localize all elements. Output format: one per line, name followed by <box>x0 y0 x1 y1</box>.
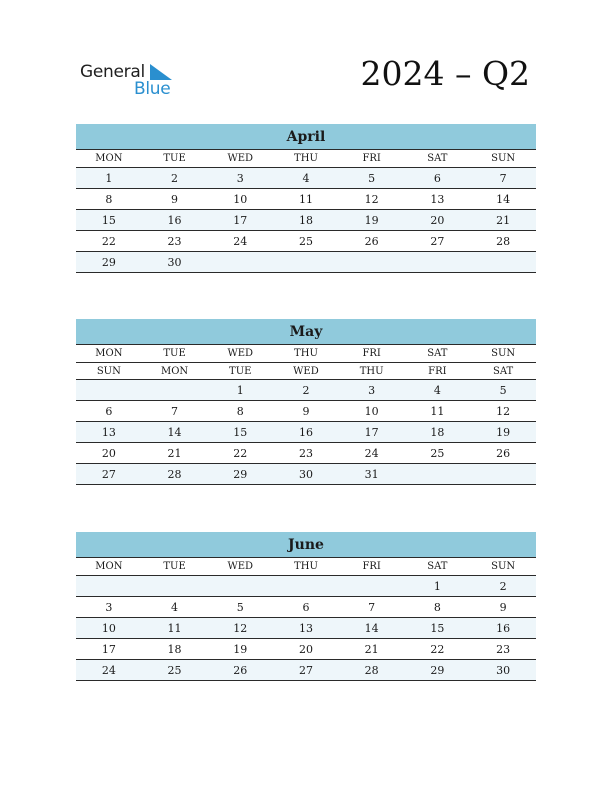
week-row <box>76 639 536 660</box>
weekday-label: THU <box>273 558 339 576</box>
weekday-label: FRI <box>339 150 405 168</box>
day-cell: 27 <box>405 231 471 252</box>
day-cell <box>273 576 339 597</box>
day-cell: 2 <box>273 380 339 401</box>
page-title: 2024 – Q2 <box>360 54 530 93</box>
day-cell: 3 <box>339 380 405 401</box>
day-cell: 15 <box>207 422 273 443</box>
day-cell: 7 <box>470 168 536 189</box>
weekday-row <box>76 345 536 363</box>
day-cell: 26 <box>470 443 536 464</box>
week-row <box>76 231 536 252</box>
day-cell: 24 <box>76 660 142 681</box>
logo-text-general: General <box>80 62 145 82</box>
day-cell: 15 <box>76 210 142 231</box>
day-cell: 19 <box>339 210 405 231</box>
day-cell <box>470 252 536 273</box>
weekday-label: FRI <box>339 345 405 363</box>
day-cell: 24 <box>207 231 273 252</box>
day-cell: 26 <box>339 231 405 252</box>
day-cell: 6 <box>405 168 471 189</box>
day-cell: 2 <box>142 168 208 189</box>
month-april <box>76 124 536 273</box>
weekday-label: MON <box>76 345 142 363</box>
weekday-label: FRI <box>339 558 405 576</box>
day-cell: 25 <box>273 231 339 252</box>
day-cell: 5 <box>470 380 536 401</box>
day-cell: 22 <box>405 639 471 660</box>
weekday-label: SUN <box>470 150 536 168</box>
logo-text-blue: Blue <box>134 79 171 99</box>
weekday-row-secondary <box>76 363 536 380</box>
day-cell: 13 <box>76 422 142 443</box>
weekday-label: SUN <box>470 558 536 576</box>
day-cell: 8 <box>207 401 273 422</box>
day-cell: 30 <box>142 252 208 273</box>
day-cell: 18 <box>273 210 339 231</box>
day-cell: 31 <box>339 464 405 485</box>
day-cell: 26 <box>207 660 273 681</box>
weekday-label: TUE <box>142 558 208 576</box>
day-cell: 28 <box>339 660 405 681</box>
day-cell: 6 <box>76 401 142 422</box>
week-row <box>76 168 536 189</box>
weekday-label: TUE <box>207 363 273 380</box>
day-cell: 1 <box>76 168 142 189</box>
day-cell: 6 <box>273 597 339 618</box>
weekday-label: SAT <box>405 558 471 576</box>
day-cell: 9 <box>273 401 339 422</box>
weekday-label: SAT <box>405 345 471 363</box>
weekday-label: THU <box>273 150 339 168</box>
day-cell: 3 <box>76 597 142 618</box>
month-june <box>76 532 536 681</box>
weekday-label: WED <box>207 345 273 363</box>
day-cell <box>207 576 273 597</box>
day-cell: 25 <box>142 660 208 681</box>
weekday-label: TUE <box>142 150 208 168</box>
weekday-label: WED <box>207 150 273 168</box>
day-cell: 11 <box>142 618 208 639</box>
logo-triangle-icon <box>150 64 172 80</box>
week-row <box>76 443 536 464</box>
week-row <box>76 252 536 273</box>
day-cell: 16 <box>273 422 339 443</box>
day-cell: 24 <box>339 443 405 464</box>
weekday-label: WED <box>273 363 339 380</box>
day-cell <box>339 576 405 597</box>
week-row <box>76 401 536 422</box>
weekday-label: WED <box>207 558 273 576</box>
day-cell <box>207 252 273 273</box>
weekday-row <box>76 558 536 576</box>
weekday-label: MON <box>76 558 142 576</box>
week-row <box>76 618 536 639</box>
day-cell: 20 <box>273 639 339 660</box>
day-cell: 14 <box>142 422 208 443</box>
day-cell: 1 <box>207 380 273 401</box>
day-cell: 30 <box>273 464 339 485</box>
day-cell: 17 <box>76 639 142 660</box>
day-cell: 22 <box>76 231 142 252</box>
week-row <box>76 210 536 231</box>
day-cell: 29 <box>76 252 142 273</box>
day-cell: 10 <box>339 401 405 422</box>
day-cell: 10 <box>76 618 142 639</box>
day-cell: 21 <box>339 639 405 660</box>
day-cell <box>405 464 471 485</box>
month-may <box>76 319 536 485</box>
day-cell: 15 <box>405 618 471 639</box>
day-cell: 16 <box>142 210 208 231</box>
day-cell: 7 <box>339 597 405 618</box>
day-cell <box>76 380 142 401</box>
day-cell: 8 <box>405 597 471 618</box>
day-cell: 22 <box>207 443 273 464</box>
weekday-label: TUE <box>142 345 208 363</box>
day-cell: 18 <box>405 422 471 443</box>
day-cell: 14 <box>339 618 405 639</box>
day-cell: 27 <box>76 464 142 485</box>
day-cell: 28 <box>142 464 208 485</box>
day-cell: 17 <box>207 210 273 231</box>
weekday-label: THU <box>273 345 339 363</box>
day-cell: 25 <box>405 443 471 464</box>
day-cell: 4 <box>273 168 339 189</box>
day-cell: 1 <box>405 576 471 597</box>
weekday-row <box>76 150 536 168</box>
day-cell: 11 <box>273 189 339 210</box>
day-cell <box>273 252 339 273</box>
weekday-label: SUN <box>470 345 536 363</box>
day-cell: 17 <box>339 422 405 443</box>
day-cell <box>142 380 208 401</box>
day-cell <box>339 252 405 273</box>
week-row <box>76 464 536 485</box>
day-cell: 29 <box>405 660 471 681</box>
week-row <box>76 597 536 618</box>
day-cell: 5 <box>207 597 273 618</box>
day-cell: 9 <box>470 597 536 618</box>
day-cell: 3 <box>207 168 273 189</box>
day-cell: 11 <box>405 401 471 422</box>
day-cell: 4 <box>405 380 471 401</box>
day-cell: 13 <box>273 618 339 639</box>
day-cell: 2 <box>470 576 536 597</box>
day-cell: 12 <box>207 618 273 639</box>
week-row <box>76 189 536 210</box>
day-cell: 10 <box>207 189 273 210</box>
month-title: May <box>76 319 536 345</box>
week-row <box>76 422 536 443</box>
generalblue-logo <box>80 62 180 102</box>
day-cell <box>142 576 208 597</box>
day-cell: 4 <box>142 597 208 618</box>
week-row <box>76 576 536 597</box>
day-cell: 20 <box>405 210 471 231</box>
day-cell <box>76 576 142 597</box>
day-cell: 30 <box>470 660 536 681</box>
day-cell: 7 <box>142 401 208 422</box>
day-cell: 28 <box>470 231 536 252</box>
day-cell: 23 <box>142 231 208 252</box>
day-cell: 9 <box>142 189 208 210</box>
calendar-grid <box>76 150 536 273</box>
day-cell <box>470 464 536 485</box>
day-cell: 20 <box>76 443 142 464</box>
day-cell: 19 <box>207 639 273 660</box>
week-row <box>76 380 536 401</box>
month-title: June <box>76 532 536 558</box>
day-cell: 23 <box>470 639 536 660</box>
day-cell: 18 <box>142 639 208 660</box>
day-cell: 5 <box>339 168 405 189</box>
day-cell: 29 <box>207 464 273 485</box>
weekday-label: SAT <box>470 363 536 380</box>
weekday-label: SUN <box>76 363 142 380</box>
weekday-label: SAT <box>405 150 471 168</box>
day-cell: 21 <box>142 443 208 464</box>
day-cell: 12 <box>470 401 536 422</box>
day-cell: 16 <box>470 618 536 639</box>
month-title: April <box>76 124 536 150</box>
day-cell: 8 <box>76 189 142 210</box>
day-cell: 12 <box>339 189 405 210</box>
day-cell: 23 <box>273 443 339 464</box>
weekday-label: FRI <box>405 363 471 380</box>
calendar-grid <box>76 345 536 485</box>
day-cell: 14 <box>470 189 536 210</box>
week-row <box>76 660 536 681</box>
day-cell <box>405 252 471 273</box>
day-cell: 13 <box>405 189 471 210</box>
calendar-grid <box>76 558 536 681</box>
day-cell: 27 <box>273 660 339 681</box>
weekday-label: THU <box>339 363 405 380</box>
weekday-label: MON <box>76 150 142 168</box>
day-cell: 19 <box>470 422 536 443</box>
weekday-label: MON <box>142 363 208 380</box>
day-cell: 21 <box>470 210 536 231</box>
